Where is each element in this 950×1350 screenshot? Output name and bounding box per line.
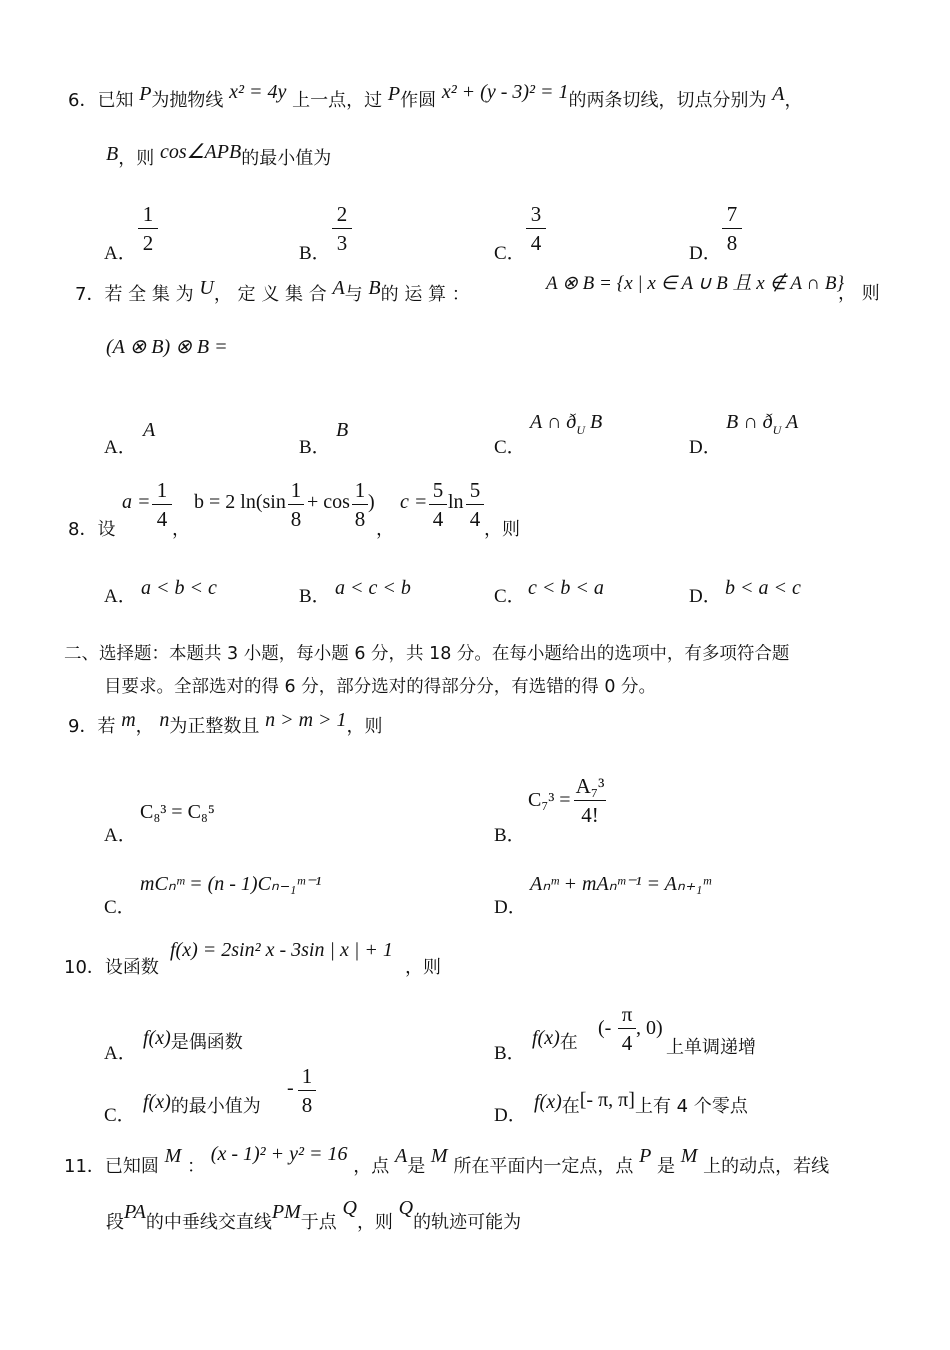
q9-option-d-label[interactable]: D． xyxy=(494,897,527,918)
section2-heading-line1: 二、选择题：本题共 3 小题，每小题 6 分，共 18 分。在每小题给出的选项中，有多项符合题 xyxy=(64,644,790,664)
q8-number: 8．设 xyxy=(68,519,116,540)
q9-option-c-label[interactable]: C． xyxy=(104,897,136,918)
fraction-numerator: 1 xyxy=(354,478,366,502)
set-expr: A ∩ ð xyxy=(530,411,577,433)
q7-text: ， 定 义 集 合 xyxy=(213,284,327,305)
q8-c-fraction-1 xyxy=(429,478,447,531)
q11-var-m: M xyxy=(430,1145,448,1167)
q6-option-d-label[interactable]: D． xyxy=(689,243,722,264)
option-text: 的最小值为 xyxy=(170,1096,261,1117)
q10-option-b-text[interactable] xyxy=(532,1027,578,1055)
fraction-denominator: 8 xyxy=(726,231,738,255)
set-expr: B ∩ ð xyxy=(726,411,773,433)
q7-option-d-label[interactable]: D． xyxy=(689,437,722,458)
q10-option-b-close: , 0) xyxy=(636,1017,663,1039)
q8-b-fraction-2 xyxy=(352,478,368,531)
q9-option-b-label[interactable]: B． xyxy=(494,825,526,846)
b-expression: b = 2 ln(sin xyxy=(194,491,286,513)
fraction-denominator: 4 xyxy=(469,507,481,531)
q7-expression: (A ⊗ B) ⊗ B = xyxy=(106,336,228,358)
q6-option-c-fraction[interactable] xyxy=(526,202,546,255)
q6-text: 上一点，过 xyxy=(292,90,383,111)
fraction-numerator: 5 xyxy=(432,478,444,502)
q8-b-close: ) xyxy=(368,491,375,513)
q6-circle: x² + (y - 3)² = 1 xyxy=(441,81,569,103)
q10-option-d-label[interactable]: D． xyxy=(494,1105,527,1126)
q6-option-a-fraction[interactable] xyxy=(138,202,158,255)
q9-option-c-text[interactable]: mCₙᵐ = (n - 1)Cₙ₋₁ᵐ⁻¹ xyxy=(140,873,322,895)
q7-option-d-text[interactable] xyxy=(726,410,798,436)
q8-a-fraction xyxy=(152,478,172,531)
q7-line1 xyxy=(75,277,470,307)
q10-option-c-text[interactable] xyxy=(143,1091,261,1119)
q10-option-b-fraction xyxy=(618,1002,636,1055)
q9-option-b-prefix[interactable]: C₇³ = xyxy=(528,789,571,811)
fraction-denominator: 4 xyxy=(530,231,542,255)
fraction-numerator: 2 xyxy=(336,202,348,226)
q7-option-c-label[interactable]: C． xyxy=(494,437,526,458)
q7-option-c-text[interactable] xyxy=(530,410,602,436)
set-subscript: U xyxy=(576,423,585,437)
q9-condition: n > m > 1 xyxy=(265,709,347,731)
q10-option-b-tail: 上单调递增 xyxy=(666,1037,756,1058)
q6-text: ，则 xyxy=(118,148,155,169)
q6-line1 xyxy=(68,81,803,113)
q6-comma: ， xyxy=(784,90,803,111)
q8-option-b-label[interactable]: B． xyxy=(299,586,331,607)
q6-option-a-label[interactable]: A． xyxy=(104,243,137,264)
option-text: 在 xyxy=(561,1096,580,1117)
fx: f(x) xyxy=(143,1027,171,1049)
q11-var-a: A xyxy=(394,1145,408,1167)
q6-option-c-label[interactable]: C． xyxy=(494,243,526,264)
q11-var-q: Q xyxy=(398,1197,414,1219)
q11-line1 xyxy=(64,1143,830,1179)
q6-text: 已知 xyxy=(97,90,134,111)
q7-var-u: U xyxy=(199,277,214,299)
fraction-denominator: 4 xyxy=(621,1031,633,1055)
q11-line-pm: PM xyxy=(271,1201,301,1223)
section2-heading-line2: 目要求。全部选对的得 6 分，部分选对的得部分分，有选错的得 0 分。 xyxy=(104,677,657,697)
q11-line2 xyxy=(106,1197,522,1235)
q9-option-a-label[interactable]: A． xyxy=(104,825,137,846)
q8-option-b-text[interactable]: a < c < b xyxy=(335,577,411,599)
fraction-denominator: 4 xyxy=(432,507,444,531)
q10-option-a-text[interactable] xyxy=(143,1027,243,1055)
q10-number: 10．设函数 xyxy=(64,957,159,978)
fraction-denominator: 8 xyxy=(290,507,302,531)
q10-option-a-label[interactable]: A． xyxy=(104,1043,137,1064)
q11-circle: (x - 1)² + y² = 16 xyxy=(210,1143,348,1165)
q10-option-b-open: (- xyxy=(598,1017,612,1039)
q6-var-p2: P xyxy=(387,83,401,105)
q7-text: 的 运 算 ： xyxy=(380,284,470,305)
fraction-denominator: 8 xyxy=(354,507,366,531)
option-text: 是偶函数 xyxy=(170,1032,243,1053)
fraction-numerator: 3 xyxy=(530,202,542,226)
q6-var-p: P xyxy=(139,83,152,105)
q7-option-a-label[interactable]: A． xyxy=(104,437,137,458)
q6-line2 xyxy=(106,141,332,171)
fraction-numerator: π xyxy=(621,1002,633,1026)
option-text: 上有 4 个零点 xyxy=(634,1096,748,1117)
q11-text: ，点 xyxy=(353,1156,390,1177)
q10-function: f(x) = 2sin² x - 3sin | x | + 1 xyxy=(170,939,393,961)
q9-option-a-text[interactable]: C₈³ = C₈⁵ xyxy=(140,801,215,823)
q11-number: 11．已知圆 xyxy=(64,1156,159,1177)
q11-text: 是 xyxy=(657,1156,676,1177)
q11-text: 所在平面内一定点，点 xyxy=(453,1156,634,1177)
q8-option-c-label[interactable]: C． xyxy=(494,586,526,607)
fraction-denominator: 8 xyxy=(301,1093,313,1117)
q9-comma: ， xyxy=(135,716,154,737)
q11-text: 的中垂线交直线 xyxy=(145,1212,272,1233)
q10-option-b-label[interactable]: B． xyxy=(494,1043,526,1064)
q8-b-fraction-1 xyxy=(288,478,304,531)
q11-text: 段 xyxy=(106,1212,124,1233)
q11-segment-pa: PA xyxy=(124,1201,146,1223)
q9-line xyxy=(68,709,383,739)
q7-text: 若 全 集 为 xyxy=(104,284,194,305)
set-expr-tail: A xyxy=(785,411,799,433)
q8-a-prefix: a = xyxy=(122,491,151,513)
fraction-numerator: 1 xyxy=(290,478,302,502)
q8-comma: ， xyxy=(172,519,190,540)
q11-var-m: M xyxy=(164,1145,182,1167)
q8-c-fraction-2 xyxy=(466,478,484,531)
q11-text: 是 xyxy=(407,1156,426,1177)
fraction-denominator: 4 xyxy=(156,507,168,531)
q10-option-c-label[interactable]: C． xyxy=(104,1105,136,1126)
q11-text: ，则 xyxy=(356,1212,393,1233)
fraction-numerator: 1 xyxy=(301,1064,313,1088)
q7-option-b-text[interactable]: B xyxy=(336,419,349,441)
q10-then: ，则 xyxy=(405,957,441,978)
q11-var-q: Q xyxy=(342,1197,357,1219)
q6-var-b: B xyxy=(106,143,119,165)
fraction-numerator: 5 xyxy=(469,478,481,502)
fraction-numerator: 1 xyxy=(142,202,154,226)
q8-option-c-text[interactable]: c < b < a xyxy=(528,577,604,599)
q7-var-b: B xyxy=(368,277,381,299)
fraction-denominator: 2 xyxy=(142,231,154,255)
q9-var-m: m xyxy=(121,709,136,731)
q7-text: 与 xyxy=(344,284,363,305)
q6-text: 为抛物线 xyxy=(151,90,224,111)
fx: f(x) xyxy=(532,1027,560,1049)
q6-option-d-fraction[interactable] xyxy=(722,202,742,255)
q6-option-b-label[interactable]: B． xyxy=(299,243,331,264)
q9-text: ，则 xyxy=(346,716,383,737)
q11-text: 于点 xyxy=(300,1212,337,1233)
q8-then: ，则 xyxy=(484,519,520,540)
q8-option-d-text[interactable]: b < a < c xyxy=(725,577,801,599)
fraction-numerator: 1 xyxy=(156,478,168,502)
q6-text: 的最小值为 xyxy=(241,148,332,169)
fraction-numerator: A₇³ xyxy=(575,774,605,798)
interval: [- π, π] xyxy=(579,1089,635,1111)
q6-number: 6． xyxy=(68,90,98,111)
option-text: 在 xyxy=(559,1032,578,1053)
q8-option-d-label[interactable]: D． xyxy=(689,586,722,607)
q11-var-p: P xyxy=(639,1145,652,1167)
q10-option-c-fraction xyxy=(298,1064,316,1117)
q7-definition: A ⊗ B = {x | x ∈ A ∪ B 且 x ∉ A ∩ B} xyxy=(546,273,845,294)
q9-option-b-fraction[interactable] xyxy=(574,774,606,827)
q7-var-a: A xyxy=(332,277,345,299)
fx: f(x) xyxy=(143,1091,171,1113)
q6-parabola: x² = 4y xyxy=(229,81,287,103)
q10-option-c-neg: - xyxy=(287,1077,294,1099)
q7-then: ， 则 xyxy=(838,283,880,304)
q6-expr: cos∠APB xyxy=(159,141,242,163)
fraction-denominator: 3 xyxy=(336,231,348,255)
q6-text: 的两条切线，切点分别为 xyxy=(568,90,767,111)
q8-b-prefix xyxy=(194,490,286,514)
set-subscript: U xyxy=(772,423,782,437)
q9-var-n: n xyxy=(159,709,170,731)
q8-c-ln: ln xyxy=(448,491,464,513)
q7-number: 7． xyxy=(75,284,105,305)
fraction-denominator: 4! xyxy=(581,803,599,827)
q8-b-mid: + cos xyxy=(307,491,350,513)
q7-option-a-text[interactable]: A xyxy=(143,419,156,441)
fx: f(x) xyxy=(534,1091,562,1113)
q11-colon: ： xyxy=(187,1156,206,1177)
q8-comma-2: ， xyxy=(376,519,394,540)
q8-option-a-label[interactable]: A． xyxy=(104,586,137,607)
q7-option-b-label[interactable]: B． xyxy=(299,437,331,458)
q9-option-d-text[interactable]: Aₙᵐ + mAₙᵐ⁻¹ = Aₙ₊₁ᵐ xyxy=(530,873,711,895)
q6-var-a: A xyxy=(772,83,785,105)
q9-number: 9．若 xyxy=(68,716,116,737)
q10-option-d-text[interactable] xyxy=(534,1089,748,1119)
q8-option-a-text[interactable]: a < b < c xyxy=(141,577,217,599)
q11-text: 的轨迹可能为 xyxy=(413,1212,522,1233)
q6-option-b-fraction[interactable] xyxy=(332,202,352,255)
fraction-numerator: 7 xyxy=(726,202,738,226)
q9-text: 为正整数且 xyxy=(169,716,260,737)
q8-c-prefix: c = xyxy=(400,491,428,513)
q11-var-m: M xyxy=(680,1145,698,1167)
q6-text: 作圆 xyxy=(400,90,437,111)
q11-text: 上的动点，若线 xyxy=(703,1156,830,1177)
set-expr-tail: B xyxy=(589,411,603,433)
